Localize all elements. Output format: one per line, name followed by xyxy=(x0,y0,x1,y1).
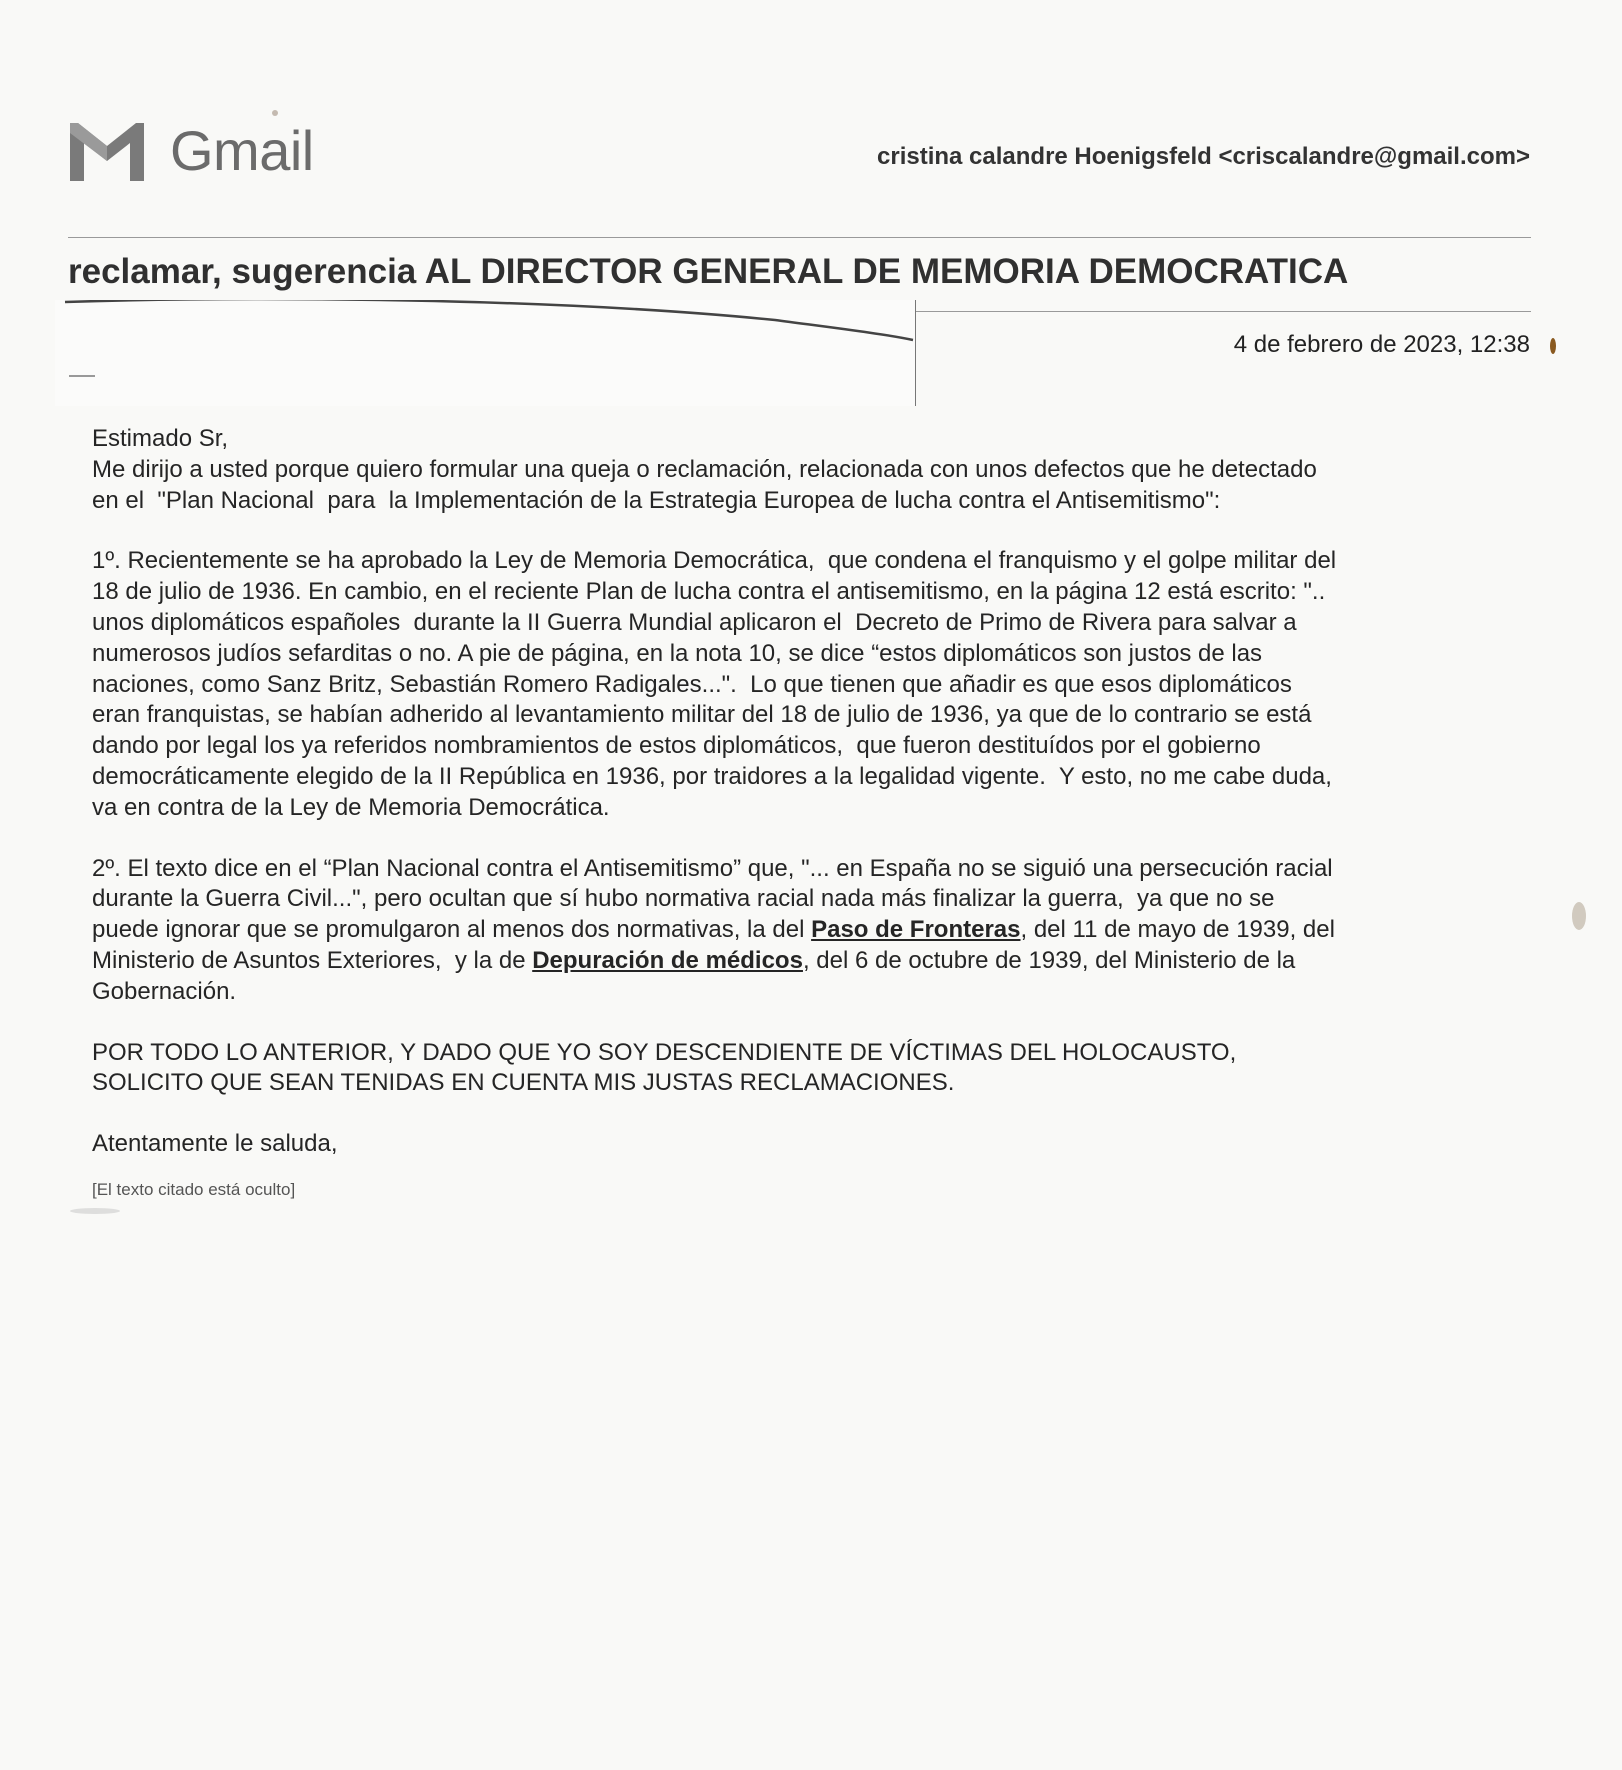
intro-line: Me dirijo a usted porque quiero formular una queja o reclamación, relacionada con unos defectos que he detectado xyxy=(92,455,1317,483)
depuracion-de-medicos-link[interactable]: Depuración de médicos xyxy=(532,946,803,974)
point2-line: 2º. El texto dice en el “Plan Nacional contra el Antisemitismo” que, "... en España no se siguió una persecución racial xyxy=(92,854,1333,882)
point1-line: democráticamente elegido de la II República en 1936, por traidores a la legalidad vigente. Y esto, no me cabe duda, xyxy=(92,762,1332,790)
redacted-recipient-area xyxy=(55,300,916,406)
paso-de-fronteras-link[interactable]: Paso de Fronteras xyxy=(811,916,1021,944)
point2-line: puede ignorar que se promulgaron al menos dos normativas, la del Paso de Fronteras, del 11 de mayo de 1939, del xyxy=(92,916,1335,944)
point1-line: 18 de julio de 1936. En cambio, en el reciente Plan de lucha contra el antisemitismo, en la página 12 está escrito: ".. xyxy=(92,578,1326,606)
gmail-wordmark: Gmail xyxy=(170,119,314,182)
divider-top xyxy=(68,237,1531,238)
point2-line: Ministerio de Asuntos Exteriores, y la de Depuración de médicos, del 6 de octubre de 1939, del Ministerio de la xyxy=(92,946,1296,974)
email-date: 4 de febrero de 2023, 12:38 xyxy=(1233,331,1530,358)
point1-line: dando por legal los ya referidos nombramientos de estos diplomáticos, que fueron destituídos por el gobierno xyxy=(92,732,1261,760)
quoted-text-hidden[interactable]: [El texto citado está oculto] xyxy=(92,1180,296,1199)
email-body xyxy=(92,424,1532,1160)
intro-line: en el "Plan Nacional para la Implementación de la Estrategia Europea de lucha contra el Antisemitismo": xyxy=(92,486,1221,514)
point1-line: 1º. Recientemente se ha aprobado la Ley de Memoria Democrática, que condena el franquismo y el golpe militar del xyxy=(92,547,1337,575)
conclusion-line: SOLICITO QUE SEAN TENIDAS EN CUENTA MIS JUSTAS RECLAMACIONES. xyxy=(92,1069,955,1097)
closing: Atentamente le saluda, xyxy=(92,1130,338,1158)
email-subject: reclamar, sugerencia AL DIRECTOR GENERAL DE MEMORIA DEMOCRATICA xyxy=(68,252,1349,291)
conclusion-line: POR TODO LO ANTERIOR, Y DADO QUE YO SOY DESCENDIENTE DE VÍCTIMAS DEL HOLOCAUSTO, xyxy=(92,1038,1237,1066)
point1-line: va en contra de la Ley de Memoria Democrática. xyxy=(92,793,610,821)
point2-line: Gobernación. xyxy=(92,977,237,1005)
paper-speck xyxy=(1572,902,1586,930)
point1-line: eran franquistas, se habían adherido al levantamiento militar del 18 de julio de 1936, ya que de lo contrario se está xyxy=(92,701,1312,729)
gmail-m-icon xyxy=(66,119,148,183)
point1-line: numerosos judíos sefarditas o no. A pie de página, en la nota 10, se dice “estos diplomáticos son justos de las xyxy=(92,639,1263,667)
gmail-logo xyxy=(66,118,314,183)
point1-line: unos diplomáticos españoles durante la II Guerra Mundial aplicaron el Decreto de Primo de Rivera para salvar a xyxy=(92,608,1297,636)
greeting: Estimado Sr, xyxy=(92,425,229,452)
paper-speck xyxy=(70,1208,120,1214)
point2-line: durante la Guerra Civil...", pero ocultan que sí hubo normativa racial nada más finalizar la guerra, ya que no se xyxy=(92,885,1275,913)
sender-address: cristina calandre Hoenigsfeld <criscalandre@gmail.com> xyxy=(877,143,1530,170)
point1-line: naciones, como Sanz Britz, Sebastián Romero Radigales...". Lo que tienen que añadir es que esos diplomáticos xyxy=(92,670,1292,698)
paper-speck xyxy=(1550,338,1556,354)
paper-speck xyxy=(272,110,278,116)
